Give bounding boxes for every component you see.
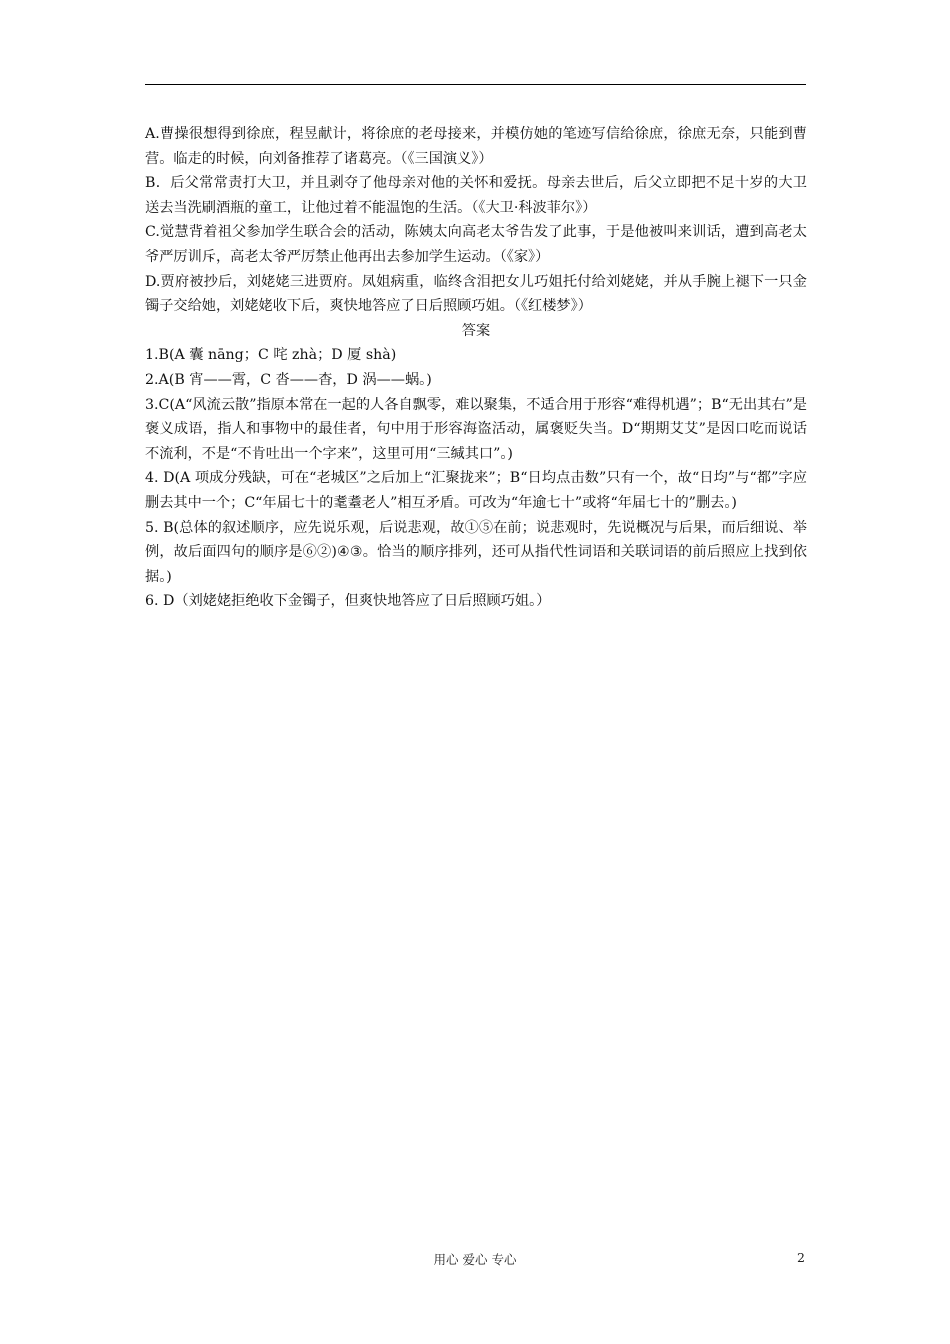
answer-4: 4. D(A 项成分残缺，可在“老城区”之后加上“汇聚拢来”；B“日均点击数”只有一个，故“日均”与“都”字应删去其中一个；C“年届七十的耄耋老人”相互矛盾。可改为“年逾七十”或将“年届七十的”删去。) bbox=[145, 470, 807, 511]
header-rule bbox=[145, 84, 806, 85]
answer-1: 1.B(A 囊 nāng；C 咤 zhà；D 厦 shà) bbox=[145, 347, 397, 364]
option-c: C.觉慧背着祖父参加学生联合会的活动，陈姨太向高老太爷告发了此事，于是他被叫来训话，遭到高老太爷严厉训斥，高老太爷严厉禁止他再出去参加学生运动。（《家》） bbox=[145, 224, 807, 265]
answer-heading: 答案 bbox=[461, 322, 491, 339]
page-number: 2 bbox=[797, 1250, 805, 1265]
footer-motto: 用心 爱心 专心 bbox=[433, 1252, 517, 1267]
answer-5: 5. B(总体的叙述顺序，应先说乐观，后说悲观，故①⑤在前；说悲观时，先说概况与后果，而后细说、举例，故后面四句的顺序是⑥②)④③。恰当的顺序排列，还可从指代性词语和关联词语的前后照应上找到依据。) bbox=[145, 519, 807, 585]
option-b: B．后父常常责打大卫，并且剥夺了他母亲对他的关怀和爱抚。母亲去世后，后父立即把不足十岁的大卫送去当洗刷酒瓶的童工，让他过着不能温饱的生活。（《大卫·科波菲尔》） bbox=[145, 175, 807, 216]
document-body bbox=[145, 122, 807, 614]
answer-2: 2.A(B 宵——霄，C 沓——杳，D 涡——蜗。) bbox=[145, 371, 432, 388]
option-a: A.曹操很想得到徐庶，程昱献计，将徐庶的老母接来，并模仿她的笔迹写信给徐庶，徐庶无奈，只能到曹营。临走的时候，向刘备推荐了诸葛亮。（《三国演义》） bbox=[145, 126, 807, 167]
option-d: D.贾府被抄后，刘姥姥三进贾府。凤姐病重，临终含泪把女儿巧姐托付给刘姥姥，并从手腕上褪下一只金镯子交给她，刘姥姥收下后，爽快地答应了日后照顾巧姐。（《红楼梦》） bbox=[145, 273, 807, 315]
answer-3: 3.C(A“风流云散”指原本常在一起的人各自飘零，难以聚集，不适合用于形容“难得机遇”；B“无出其右”是褒义成语，指人和事物中的最佳者，句中用于形容海盗活动，属褒贬失当。D“期期艾艾”是因口吃而说话不流利，不是“不肯吐出一个字来”，这里可用“三缄其口”。) bbox=[145, 396, 807, 462]
answer-6: 6. D（刘姥姥拒绝收下金镯子，但爽快地答应了日后照顾巧姐。） bbox=[145, 593, 551, 610]
